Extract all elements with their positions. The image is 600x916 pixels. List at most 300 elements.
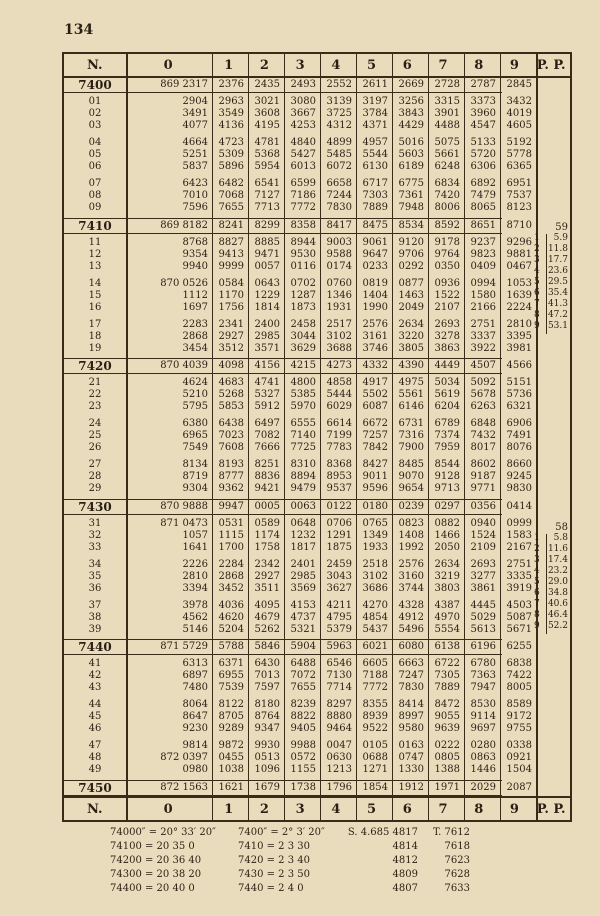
table-cell: 9245: [506, 471, 532, 483]
table-cell: 1174: [254, 529, 280, 541]
footer-col-11: P. P.: [536, 801, 566, 817]
table-row: [64, 699, 536, 711]
row-number: 32: [88, 529, 102, 541]
table-cell: 2611: [362, 79, 388, 90]
table-cell: 7303: [362, 190, 388, 202]
table-cell: 8647: [182, 711, 208, 723]
conversion-value: 7410 = 2 3 30: [238, 841, 310, 852]
proportional-parts-block: [534, 522, 568, 632]
conversion-footer: [110, 826, 570, 896]
table-cell: 1466: [434, 529, 460, 541]
table-cell: 0414: [506, 500, 532, 512]
table-cell: 4488: [434, 120, 460, 132]
footer-col-8: 7: [438, 801, 448, 817]
table-cell: 1115: [218, 529, 244, 541]
table-cell: 1155: [290, 764, 316, 776]
table-row: [64, 261, 536, 273]
header-col-3: 2: [259, 57, 269, 73]
table-cell: 6482: [218, 178, 244, 190]
row-number: 48: [88, 752, 102, 764]
conversion-value: S. 4.685 4817: [347, 827, 418, 838]
pp-row: [534, 255, 568, 266]
pp-digit: 5: [534, 277, 540, 287]
table-cell: 872 0397: [160, 752, 208, 764]
table-cell: 7013: [254, 670, 280, 682]
row-number: 7430: [78, 499, 112, 514]
table-cell: 9764: [434, 248, 460, 260]
table-cell: 5720: [470, 149, 496, 161]
table-cell: 5379: [326, 623, 352, 635]
table-cell: 1912: [398, 781, 424, 793]
table-cell: 5485: [326, 149, 352, 161]
table-cell: 3549: [218, 108, 244, 120]
table-cell: 6789: [434, 418, 460, 430]
table-cell: 7655: [218, 202, 244, 214]
table-cell: 0994: [470, 277, 496, 289]
table-cell: 6255: [506, 641, 532, 652]
table-cell: 7363: [470, 670, 496, 682]
table-row: [64, 202, 536, 214]
row-number: 19: [88, 342, 102, 354]
header-col-2: 1: [224, 57, 234, 73]
table-cell: 2284: [218, 558, 244, 570]
table-cell: 3511: [254, 582, 280, 594]
table-cell: 4854: [362, 611, 388, 623]
table-cell: 9814: [182, 740, 208, 752]
table-cell: 5029: [470, 611, 496, 623]
table-cell: 8297: [326, 699, 352, 711]
table-cell: 5087: [506, 611, 532, 623]
header-col-6: 5: [367, 57, 377, 73]
pp-value: 11.6: [547, 544, 568, 554]
pp-row: [534, 544, 568, 555]
table-cell: 0882: [434, 517, 460, 529]
table-cell: 6488: [290, 658, 316, 670]
footer-col-0: N.: [86, 801, 103, 817]
table-cell: 7725: [290, 442, 316, 454]
table-cell: 1408: [398, 529, 424, 541]
row-number: 7410: [78, 218, 112, 233]
table-row: [64, 571, 536, 583]
table-cell: 7714: [326, 682, 352, 694]
table-cell: 4917: [362, 377, 388, 389]
table-cell: 9940: [182, 260, 208, 272]
table-cell: 8719: [182, 471, 208, 483]
table-cell: 6130: [362, 161, 388, 173]
table-cell: 4957: [362, 137, 388, 149]
table-cell: 3667: [290, 108, 316, 120]
table-cell: 0105: [362, 740, 388, 752]
table-cell: 2050: [434, 541, 460, 553]
table-cell: 0116: [290, 260, 316, 272]
table-cell: 6906: [506, 418, 532, 430]
column-rule: [248, 54, 249, 820]
conversion-line: [110, 854, 570, 868]
table-cell: 0688: [362, 752, 388, 764]
table-cell: 6306: [470, 161, 496, 173]
table-cell: 6313: [182, 658, 208, 670]
table-cell: 1057: [182, 529, 208, 541]
table-cell: 6497: [254, 418, 280, 430]
pp-digit: 6: [534, 288, 540, 298]
table-cell: 7010: [182, 190, 208, 202]
table-cell: 1388: [434, 764, 460, 776]
table-cell: 7596: [182, 202, 208, 214]
table-cell: 2518: [362, 558, 388, 570]
table-cell: 6189: [398, 161, 424, 173]
conversion-value: 7633: [444, 883, 470, 894]
table-cell: 4077: [182, 120, 208, 132]
table-cell: 871 5729: [160, 641, 208, 652]
table-cell: 2107: [434, 301, 460, 313]
table-cell: 5133: [470, 137, 496, 149]
conversion-value: T. 7612: [432, 827, 470, 838]
table-cell: 1287: [290, 289, 316, 301]
table-cell: 0823: [398, 517, 424, 529]
table-cell: 6780: [470, 658, 496, 670]
row-number: 23: [88, 401, 102, 413]
table-cell: 8076: [506, 442, 532, 454]
table-body: [64, 76, 570, 802]
table-cell: 9304: [182, 483, 208, 495]
footer-col-9: 8: [474, 801, 484, 817]
table-cell: 9405: [290, 723, 316, 735]
row-number: 22: [88, 389, 102, 401]
row-number: 11: [88, 236, 102, 248]
pp-row: [534, 566, 568, 577]
table-cell: 2109: [470, 541, 496, 553]
table-cell: 6731: [398, 418, 424, 430]
table-cell: 1038: [218, 764, 244, 776]
table-cell: 8475: [362, 219, 388, 231]
table-cell: 0531: [218, 517, 244, 529]
table-row: [64, 740, 536, 752]
table-cell: 8427: [362, 459, 388, 471]
table-cell: 4445: [470, 599, 496, 611]
row-number: 18: [88, 330, 102, 342]
table-row: [64, 360, 536, 372]
table-cell: 3021: [254, 96, 280, 108]
footer-col-4: 3: [295, 801, 305, 817]
table-cell: 3608: [254, 108, 280, 120]
table-cell: 1758: [254, 541, 280, 553]
table-cell: 4328: [398, 599, 424, 611]
table-cell: 2517: [326, 318, 352, 330]
table-row: [64, 459, 536, 471]
table-cell: 7608: [218, 442, 244, 454]
table-row: [64, 600, 536, 612]
pp-row: [534, 299, 568, 310]
table-cell: 9237: [470, 236, 496, 248]
pp-digit: 8: [534, 310, 540, 320]
table-cell: 1875: [326, 541, 352, 553]
table-cell: 7130: [326, 670, 352, 682]
table-cell: 6146: [398, 401, 424, 413]
table-cell: 9413: [218, 248, 244, 260]
table-cell: 6951: [506, 178, 532, 190]
table-cell: 1229: [254, 289, 280, 301]
table-cell: 1641: [182, 541, 208, 553]
conversion-value: 4814: [392, 841, 418, 852]
table-cell: 6423: [182, 178, 208, 190]
table-row: [64, 343, 536, 355]
table-cell: 7830: [398, 682, 424, 694]
table-cell: 9823: [470, 248, 496, 260]
table-cell: 1639: [506, 289, 532, 301]
pp-value: 17.4: [547, 555, 568, 565]
table-cell: 4781: [254, 137, 280, 149]
table-cell: 8193: [218, 459, 244, 471]
table-cell: 0999: [506, 517, 532, 529]
table-cell: 3803: [434, 582, 460, 594]
pp-digit: 9: [534, 621, 540, 631]
table-cell: 9362: [218, 483, 244, 495]
table-cell: 3102: [362, 570, 388, 582]
table-cell: 7479: [470, 190, 496, 202]
pp-row: [534, 577, 568, 588]
table-cell: 2226: [182, 558, 208, 570]
table-cell: 8589: [506, 699, 532, 711]
table-cell: 7772: [290, 202, 316, 214]
table-cell: 5075: [434, 137, 460, 149]
table-cell: 2693: [470, 558, 496, 570]
table-cell: 5619: [434, 389, 460, 401]
table-cell: 1524: [470, 529, 496, 541]
table-cell: 7549: [182, 442, 208, 454]
table-cell: 0805: [434, 752, 460, 764]
table-cell: 0122: [326, 500, 352, 512]
table-cell: 9999: [218, 260, 244, 272]
table-cell: 3315: [434, 96, 460, 108]
table-cell: 9172: [506, 711, 532, 723]
header-col-5: 4: [331, 57, 341, 73]
table-cell: 1504: [506, 764, 532, 776]
table-cell: 4741: [254, 377, 280, 389]
row-number: 38: [88, 611, 102, 623]
table-cell: 3978: [182, 599, 208, 611]
pp-value: 40.6: [547, 599, 568, 609]
row-number: 29: [88, 483, 102, 495]
table-cell: 3197: [362, 96, 388, 108]
row-number: 02: [88, 108, 102, 120]
table-cell: 3454: [182, 342, 208, 354]
table-cell: 4562: [182, 611, 208, 623]
table-cell: 8239: [290, 699, 316, 711]
table-cell: 7783: [326, 442, 352, 454]
table-cell: 8777: [218, 471, 244, 483]
row-number: 41: [88, 658, 102, 670]
table-cell: 4605: [506, 120, 532, 132]
table-cell: 3569: [290, 582, 316, 594]
table-cell: 8822: [290, 711, 316, 723]
column-rule: [392, 54, 393, 820]
table-cell: 1971: [434, 781, 460, 793]
table-cell: 4503: [506, 599, 532, 611]
table-cell: 7959: [434, 442, 460, 454]
table-cell: 7072: [290, 670, 316, 682]
table-cell: 7948: [398, 202, 424, 214]
table-cell: 1583: [506, 529, 532, 541]
table-cell: 6955: [218, 670, 244, 682]
table-cell: 8534: [398, 219, 424, 231]
table-cell: 0765: [362, 517, 388, 529]
table-cell: 7186: [290, 190, 316, 202]
page-number: 134: [64, 22, 94, 38]
table-cell: 2985: [290, 570, 316, 582]
table-cell: 2985: [254, 330, 280, 342]
table-cell: 3337: [470, 330, 496, 342]
table-row: [64, 624, 536, 636]
table-cell: 7432: [470, 430, 496, 442]
table-cell: 5204: [218, 623, 244, 635]
table-cell: 7422: [506, 670, 532, 682]
conversion-value: 7440 = 2 4 0: [238, 883, 304, 894]
table-row: [64, 723, 536, 735]
header-col-1: 0: [163, 57, 173, 73]
table-cell: 7842: [362, 442, 388, 454]
conversion-value: 74200 = 20 36 40: [110, 855, 202, 866]
major-separator: [64, 514, 502, 515]
table-cell: 5262: [254, 623, 280, 635]
table-cell: 5853: [218, 401, 244, 413]
table-cell: 2751: [470, 318, 496, 330]
table-cell: 4211: [326, 599, 352, 611]
table-cell: 6717: [362, 178, 388, 190]
table-cell: 4098: [218, 360, 244, 371]
pp-value: 11.8: [547, 244, 568, 254]
row-number: 15: [88, 289, 102, 301]
row-number: 35: [88, 570, 102, 582]
table-cell: 6605: [362, 658, 388, 670]
table-cell: 4975: [398, 377, 424, 389]
footer-col-7: 6: [402, 801, 412, 817]
pp-digit: 5: [534, 577, 540, 587]
table-cell: 3725: [326, 108, 352, 120]
table-cell: 9230: [182, 723, 208, 735]
table-cell: 3901: [434, 108, 460, 120]
table-cell: 4332: [362, 360, 388, 371]
table-cell: 1522: [434, 289, 460, 301]
row-number: 25: [88, 430, 102, 442]
conversion-value: 7420 = 2 3 40: [238, 855, 310, 866]
table-cell: 5795: [182, 401, 208, 413]
table-cell: 9580: [398, 723, 424, 735]
column-rule: [428, 54, 429, 820]
table-cell: 4156: [254, 360, 280, 371]
table-cell: 0760: [326, 277, 352, 289]
table-cell: 6555: [290, 418, 316, 430]
table-cell: 8602: [470, 459, 496, 471]
table-cell: 8651: [470, 219, 496, 231]
pp-digit: 3: [534, 255, 540, 265]
table-cell: 3863: [434, 342, 460, 354]
table-row: [64, 483, 536, 495]
row-number: 37: [88, 599, 102, 611]
table-cell: 3784: [362, 108, 388, 120]
table-cell: 7830: [326, 202, 352, 214]
table-cell: 8530: [470, 699, 496, 711]
row-number: 7440: [78, 640, 112, 654]
table-cell: 4270: [362, 599, 388, 611]
table-cell: 4215: [290, 360, 316, 371]
table-cell: 6029: [326, 401, 352, 413]
table-row: [64, 583, 536, 595]
table-cell: 4153: [290, 599, 316, 611]
table-cell: 0222: [434, 740, 460, 752]
table-cell: 5327: [254, 389, 280, 401]
pp-value: 23.6: [547, 266, 568, 276]
table-cell: 2963: [218, 96, 244, 108]
table-cell: 8472: [434, 699, 460, 711]
table-cell: 2810: [182, 570, 208, 582]
footer-col-2: 1: [224, 801, 234, 817]
table-cell: 5016: [398, 137, 424, 149]
table-cell: 9011: [362, 471, 388, 483]
table-row: [64, 79, 536, 91]
conversion-value: 4812: [392, 855, 418, 866]
table-row: [64, 161, 536, 173]
footer-col-5: 4: [331, 801, 341, 817]
table-cell: 8065: [470, 202, 496, 214]
table-cell: 1931: [326, 301, 352, 313]
pp-row: [534, 233, 568, 244]
column-rule: [126, 54, 128, 820]
pp-digit: 9: [534, 321, 540, 331]
table-cell: 0292: [398, 260, 424, 272]
table-cell: 8180: [254, 699, 280, 711]
table-cell: 0057: [254, 260, 280, 272]
row-number: 04: [88, 137, 102, 149]
table-cell: 7374: [434, 430, 460, 442]
table-row: [64, 178, 536, 190]
table-cell: 8764: [254, 711, 280, 723]
table-cell: 2400: [254, 318, 280, 330]
table-cell: 5034: [434, 377, 460, 389]
table-cell: 8417: [326, 219, 352, 231]
table-cell: 9872: [218, 740, 244, 752]
table-cell: 6365: [506, 161, 532, 173]
table-cell: 9881: [506, 248, 532, 260]
table-cell: 7023: [218, 430, 244, 442]
footer-col-10: 9: [509, 801, 519, 817]
table-cell: 7655: [290, 682, 316, 694]
row-number: 26: [88, 442, 102, 454]
table-cell: 7666: [254, 442, 280, 454]
table-cell: 1990: [362, 301, 388, 313]
table-row: [64, 377, 536, 389]
table-cell: 9930: [254, 740, 280, 752]
conversion-value: 7618: [444, 841, 470, 852]
table-cell: 0702: [290, 277, 316, 289]
conversion-line: [110, 826, 570, 840]
table-cell: 4664: [182, 137, 208, 149]
row-number: 21: [88, 377, 102, 389]
table-cell: 1112: [182, 289, 208, 301]
table-cell: 9354: [182, 248, 208, 260]
table-cell: 7305: [434, 670, 460, 682]
table-cell: 4970: [434, 611, 460, 623]
table-row: [64, 471, 536, 483]
table-cell: 1213: [326, 764, 352, 776]
table-cell: 8885: [254, 236, 280, 248]
conversion-line: [110, 840, 570, 854]
table-cell: 3373: [470, 96, 496, 108]
table-cell: 2845: [506, 79, 532, 90]
table-cell: 1992: [398, 541, 424, 553]
table-cell: 5496: [398, 623, 424, 635]
conversion-value: 74400 = 20 40 0: [110, 883, 195, 894]
table-cell: 6599: [290, 178, 316, 190]
